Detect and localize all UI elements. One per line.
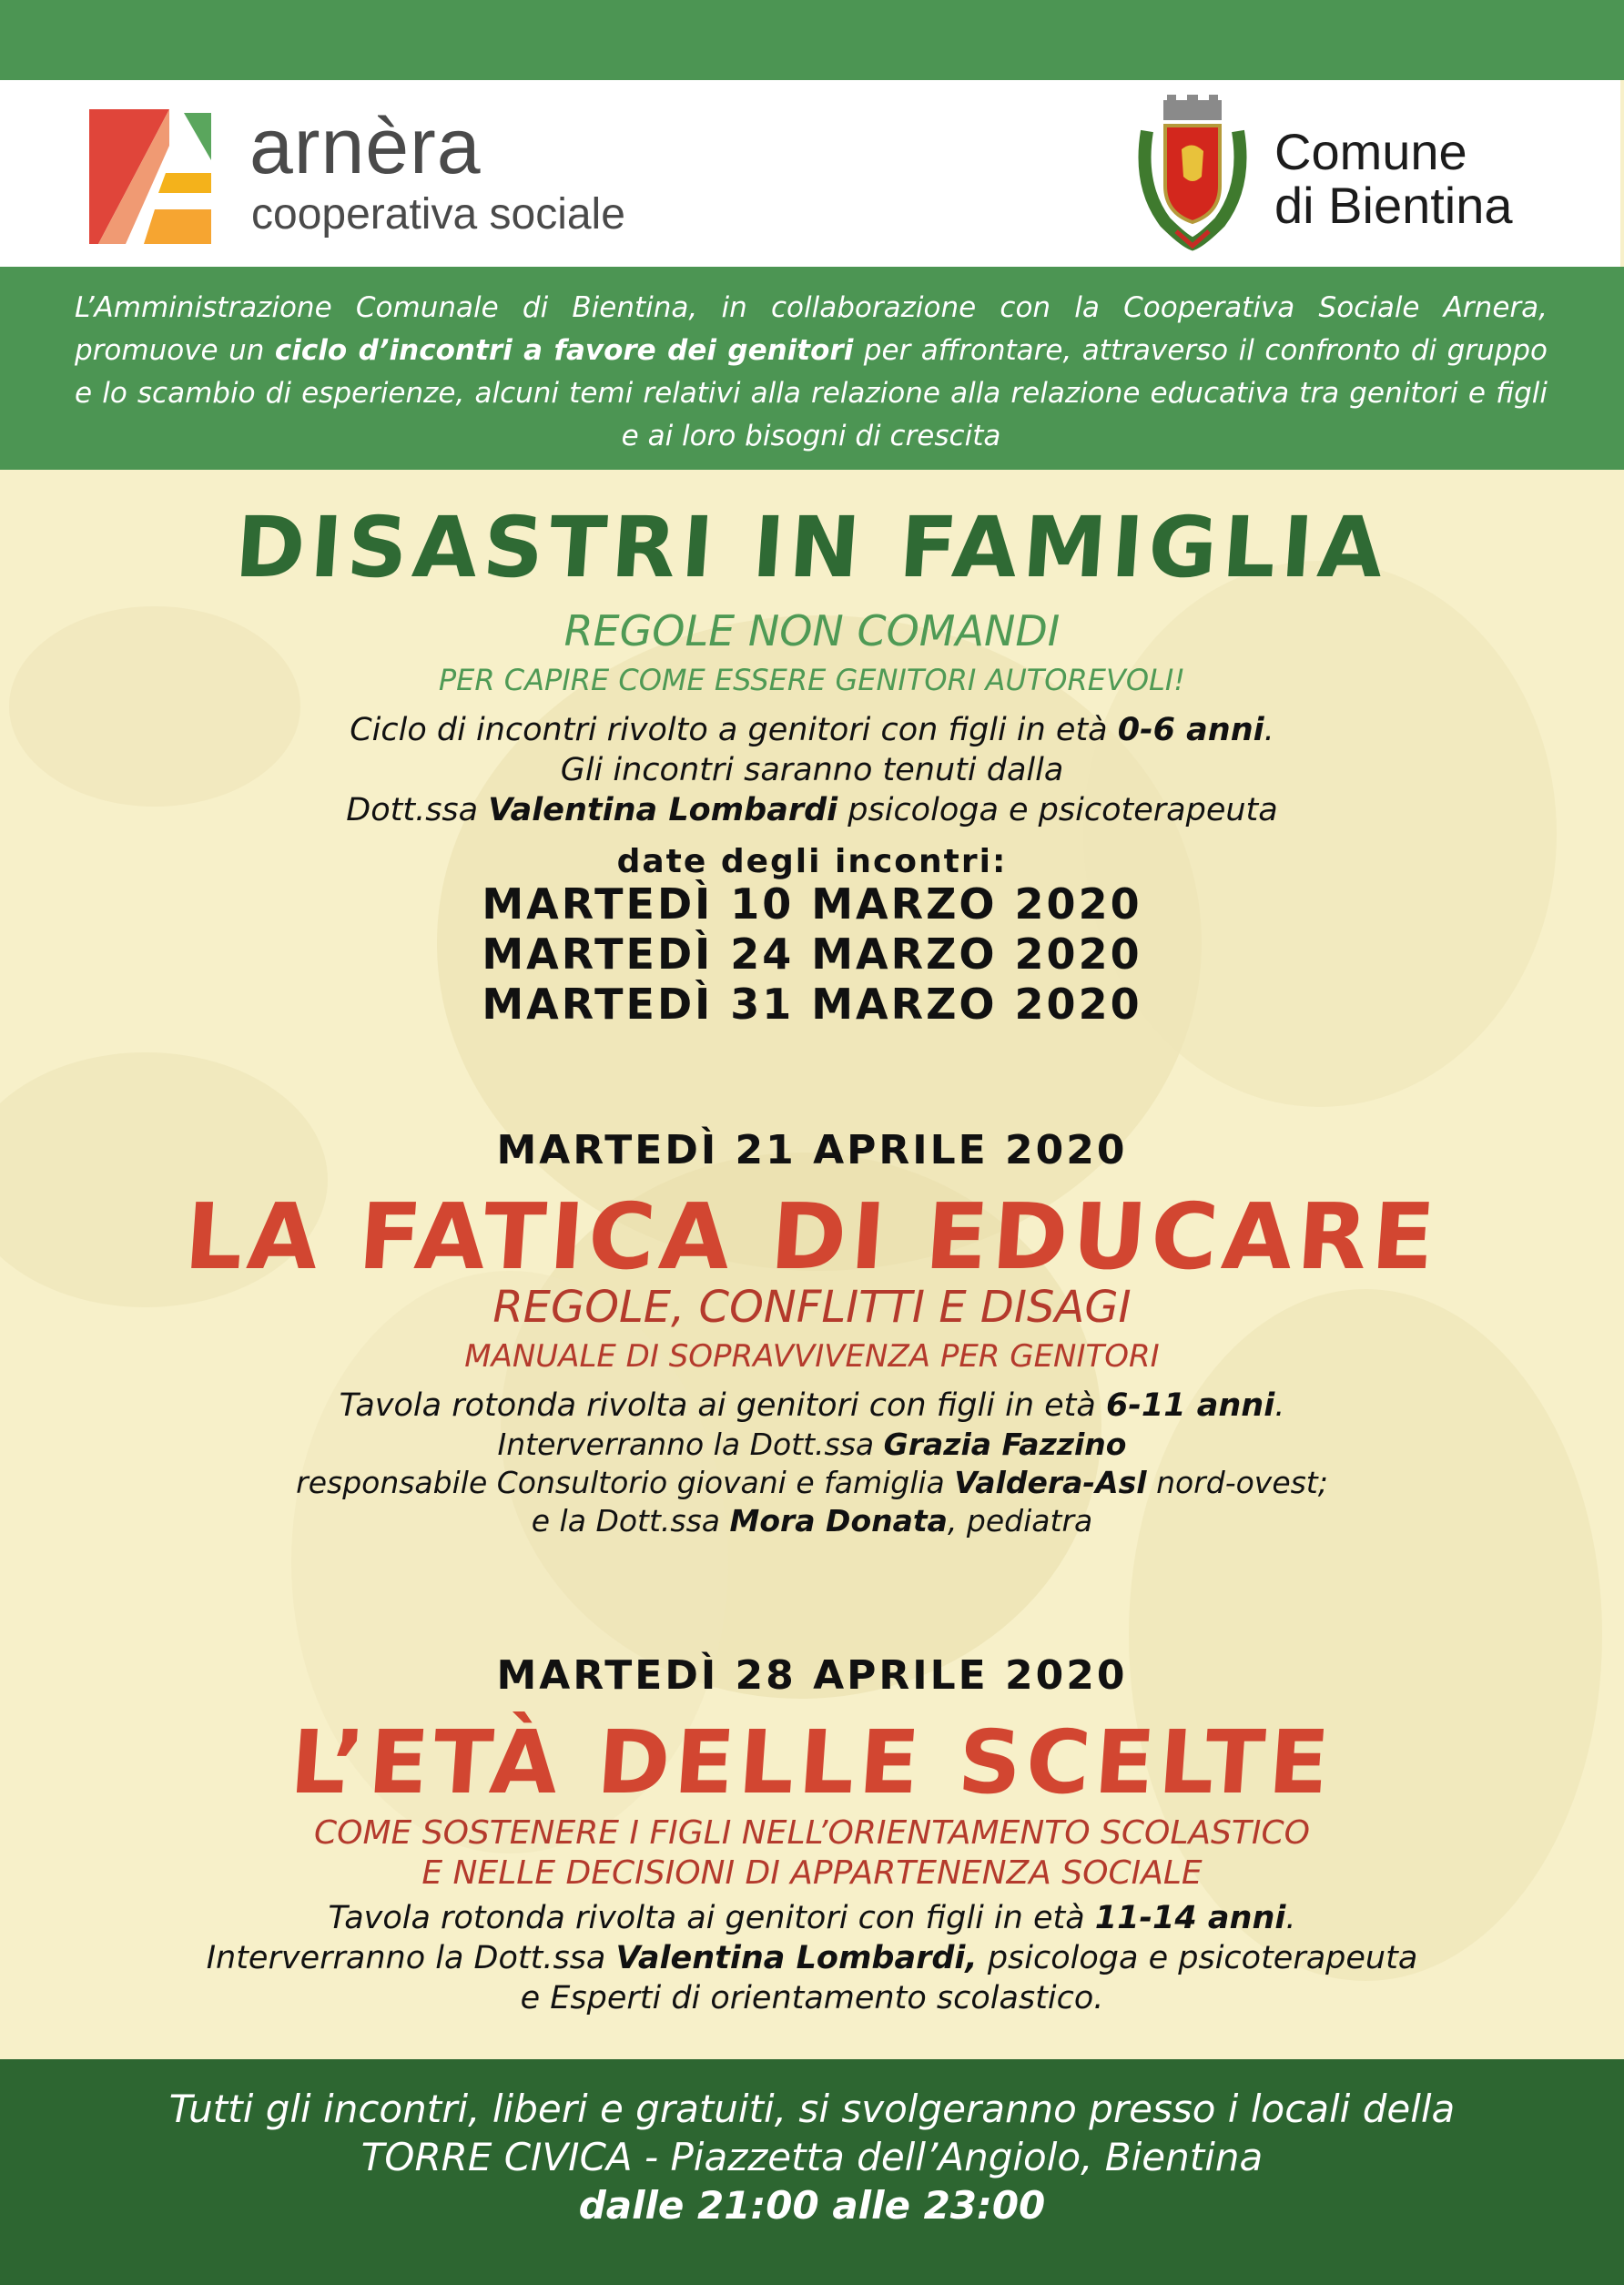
event3-desc-line3: e Esperti di orientamento scolastico.	[520, 1980, 1104, 2016]
comune-line-1: Comune	[1274, 123, 1467, 180]
arnera-name: arnèra	[249, 103, 482, 190]
footer-info	[0, 2085, 1624, 2229]
event3-tagline	[0, 1813, 1624, 1894]
event2-age: 6-11 anni	[1105, 1387, 1275, 1424]
footer-line-2: TORRE CIVICA - Piazzetta dell’Angiolo, Bientina	[360, 2135, 1264, 2179]
event1-age: 0-6 anni	[1117, 712, 1264, 748]
event2-l3: responsabile Consultorio giovani e famiglia	[296, 1465, 955, 1500]
event1-desc-c-end: psicologa e psicoterapeuta	[837, 792, 1278, 828]
event2-speaker-2: Mora Donata	[729, 1503, 948, 1539]
event3-desc-line2	[0, 1938, 1624, 1978]
event2-l1: Tavola rotonda rivolta ai genitori con figli in età	[339, 1387, 1106, 1424]
event2-date: MARTEDÌ 21 APRILE 2020	[496, 1127, 1128, 1173]
event2-desc-line1	[0, 1386, 1624, 1426]
event1-description	[0, 710, 1624, 830]
arnera-subtitle: cooperativa sociale	[251, 190, 625, 239]
event2-l1-end: .	[1274, 1387, 1285, 1424]
footer-line-1: Tutti gli incontri, liberi e gratuiti, si svolgeranno presso i locali della	[168, 2087, 1456, 2131]
event1-subtitle: REGOLE NON COMANDI	[563, 606, 1061, 655]
event1-desc-line1	[0, 710, 1624, 750]
event1-desc-a: Ciclo di incontri rivolto a genitori con figli in età	[350, 712, 1118, 748]
event2-l3-end: nord-ovest;	[1146, 1465, 1328, 1500]
event3-l1: Tavola rotonda rivolta ai genitori con figli in età	[328, 1900, 1095, 1936]
intro-text-bold: ciclo d’incontri a favore dei genitori	[274, 334, 854, 367]
intro-text-1: L’Amministrazione Comunale di Bientina, in collaborazione con la Cooperativa Sociale Arnera, promuove un	[75, 291, 1548, 367]
event2-title: LA FATICA DI EDUCARE	[181, 1183, 1443, 1290]
event3-desc-line1	[0, 1898, 1624, 1938]
event3-date: MARTEDÌ 28 APRILE 2020	[496, 1652, 1128, 1699]
event3-l2: Interverranno la Dott.ssa	[206, 1940, 616, 1976]
event3-l2-end: psicologa e psicoterapeuta	[977, 1940, 1418, 1976]
comune-line-2: di Bientina	[1274, 176, 1513, 234]
event2-description	[0, 1386, 1624, 1540]
event3-speaker: Valentina Lombardi,	[615, 1940, 978, 1976]
event1-speaker: Valentina Lombardi	[488, 792, 838, 828]
event3-description	[0, 1898, 1624, 2018]
event1-desc-line3	[0, 790, 1624, 830]
event3-l1-end: .	[1285, 1900, 1296, 1936]
event2-asl: Valdera-Asl	[954, 1465, 1147, 1500]
event3-age: 11-14 anni	[1094, 1900, 1286, 1936]
event1-title: DISASTRI IN FAMIGLIA	[232, 499, 1392, 596]
intro-paragraph	[75, 287, 1548, 458]
event2-subtitle: REGOLE, CONFLITTI E DISAGI	[492, 1282, 1132, 1333]
event2-desc-line3	[0, 1464, 1624, 1502]
event2-l4-end: , pediatra	[947, 1503, 1093, 1539]
intro-text-2: per affrontare, attraverso il confronto di gruppo e lo scambio di esperienze, alcuni temi relativi alla relazione alla relazione educativa tra genitori e figli e ai loro bisogni di crescita	[75, 334, 1548, 452]
event1-desc-line2: Gli incontri saranno tenuti dalla	[560, 752, 1064, 788]
footer-hours: dalle 21:00 alle 23:00	[578, 2183, 1046, 2228]
event3-tagline-1: COME SOSTENERE I FIGLI NELL’ORIENTAMENTO SCOLASTICO	[314, 1814, 1310, 1852]
event2-tagline: MANUALE DI SOPRAVVIVENZA PER GENITORI	[464, 1338, 1160, 1375]
event2-speaker-1: Grazia Fazzino	[883, 1427, 1127, 1462]
arnera-logo-icon	[89, 109, 217, 244]
event1-date-1: MARTEDÌ 10 MARZO 2020	[482, 879, 1142, 929]
event2-desc-line2	[0, 1426, 1624, 1464]
event1-desc-a-end: .	[1264, 712, 1274, 748]
event2-l4: e la Dott.ssa	[531, 1503, 730, 1539]
event3-title: L’ETÀ DELLE SCELTE	[287, 1711, 1337, 1813]
comune-crest-icon	[1129, 95, 1256, 251]
event1-desc-c: Dott.ssa	[346, 792, 489, 828]
event1-date-2: MARTEDÌ 24 MARZO 2020	[482, 929, 1142, 979]
dates-label: date degli incontri:	[616, 843, 1008, 880]
event2-desc-line4	[0, 1502, 1624, 1540]
event1-date-3: MARTEDÌ 31 MARZO 2020	[482, 980, 1142, 1029]
comune-name	[1274, 123, 1513, 234]
event3-tagline-2: E NELLE DECISIONI DI APPARTENENZA SOCIALE	[421, 1854, 1203, 1892]
event1-tagline: PER CAPIRE COME ESSERE GENITORI AUTOREVOLI!	[438, 663, 1186, 697]
event2-l2: Interverranno la Dott.ssa	[497, 1427, 884, 1462]
top-green-bar	[0, 0, 1624, 80]
